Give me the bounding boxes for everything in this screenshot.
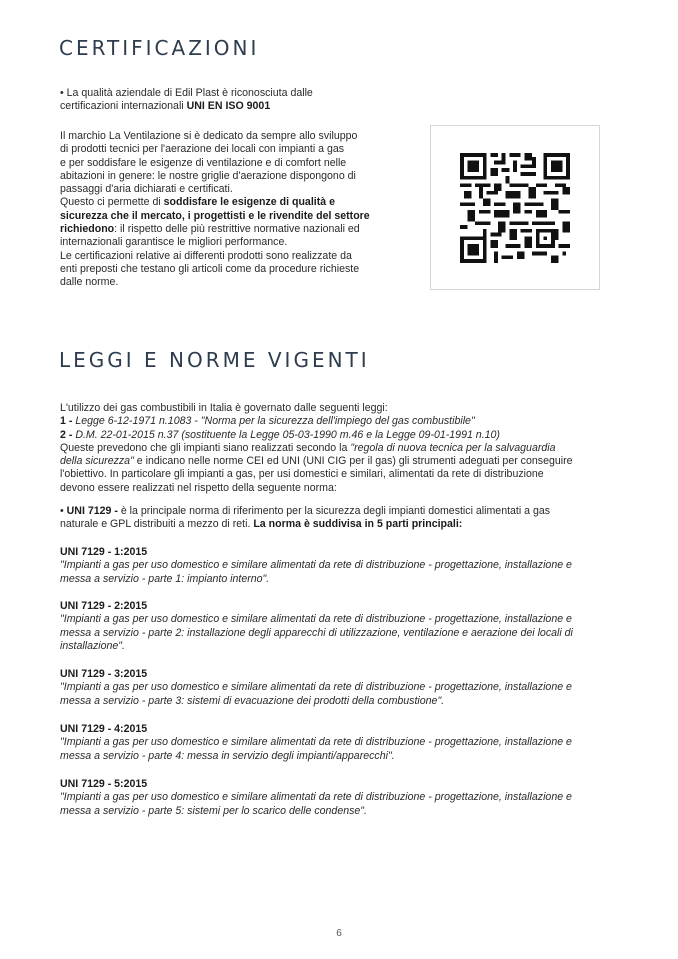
standard-item	[60, 778, 572, 818]
body-line: Il marchio La Ventilazione si è dedicato da sempre allo sviluppo	[60, 130, 358, 142]
standard-code: UNI 7129 - 1:2015	[60, 546, 148, 558]
body-text: è la principale norma di riferimento per la sicurezza degli impianti domestici alimentati a gas	[117, 505, 551, 517]
body-italic: della sicurezza"	[60, 455, 134, 468]
body-line: di prodotti tecnici per l'aerazione dei locali con impianti a gas	[60, 143, 345, 156]
body-line: devono essere realizzati nel rispetto della seguente norma:	[60, 481, 337, 494]
body-text: Queste prevedono che gli impianti siano realizzati secondo la	[60, 441, 351, 454]
body-line: passaggi d'aria dichiarati e certificati.	[60, 183, 233, 196]
uni-7129-intro	[60, 505, 550, 532]
body-line: enti preposti che testano gli articoli come da procedure richieste	[60, 262, 360, 275]
brand-description	[60, 130, 370, 290]
standard-desc: messa a servizio - parte 4: messa in servizio degli impianti/apparecchi".	[60, 749, 395, 762]
body-text: : il rispetto delle più restrittive normative nazionali ed	[114, 223, 360, 236]
body-line: dalle norme.	[60, 276, 119, 289]
qr-code-icon[interactable]	[460, 153, 570, 263]
standard-desc: "Impianti a gas per uso domestico e similare alimentati da rete di distribuzione - progettazione, installazione e	[60, 791, 572, 804]
standard-desc: "Impianti a gas per uso domestico e similare alimentati da rete di distribuzione - progettazione, installazione e	[60, 559, 572, 572]
body-line: internazionali garantisce le migliori performance.	[60, 236, 288, 249]
standard-desc: messa a servizio - parte 1: impianto interno".	[60, 572, 270, 585]
body-line: abitazioni in genere: le nostre griglie d'aerazione dispongono di	[60, 169, 356, 182]
standard-desc: installazione".	[60, 639, 126, 652]
body-italic: "regola di nuova tecnica per la salvaguardia	[350, 441, 556, 454]
law-number: 2 -	[60, 428, 73, 441]
standard-desc: "Impianti a gas per uso domestico e similare alimentati da rete di distribuzione - progettazione, installazione e	[60, 736, 572, 749]
law-number: 1 -	[60, 415, 73, 428]
standard-code: UNI 7129 - 5:2015	[60, 778, 148, 790]
law-text: D.M. 22-01-2015 n.37 (sostituente la Legge 05-03-1990 m.46 e la Legge 09-01-1991 n.10)	[72, 428, 500, 441]
standard-desc: "Impianti a gas per uso domestico e similare alimentati da rete di distribuzione - progettazione, installazione e	[60, 681, 572, 694]
certification-intro	[60, 87, 313, 114]
body-line: e per soddisfare le esigenze di ventilazione e di comfort nelle	[60, 156, 347, 169]
standard-item	[60, 723, 572, 763]
standard-code: UNI 7129 - 4:2015	[60, 723, 148, 735]
body-line: l'obiettivo. In particolare gli impianti a gas, per usi domestici e similari, alimentati da rete di distribuzione	[60, 468, 544, 481]
standard-desc: messa a servizio - parte 3: sistemi di evacuazione dei prodotti della combustione".	[60, 694, 445, 707]
body-bold: La norma è suddivisa in 5 parti principali:	[253, 518, 463, 531]
standard-code: UNI 7129 - 3:2015	[60, 668, 148, 680]
body-text: e indicano nelle norme CEI ed UNI (UNI CIG per il gas) gli strumenti adeguati per conseguire	[133, 455, 573, 468]
page-number: 6	[336, 928, 342, 939]
body-bold: richiedono	[60, 223, 115, 236]
body-line: L'utilizzo dei gas combustibili in Italia è governato dalle seguenti leggi:	[60, 402, 388, 414]
body-text: Questo ci permette di	[60, 196, 164, 209]
intro-text: La qualità aziendale di Edil Plast è riconosciuta dalle	[63, 87, 313, 99]
standard-code: UNI 7129 - 2:2015	[60, 600, 148, 612]
body-bold: soddisfare le esigenze di qualità e	[163, 196, 335, 209]
standard-name: UNI 7129 -	[66, 505, 118, 517]
intro-text: certificazioni internazionali	[60, 100, 187, 113]
body-bold: sicurezza che il mercato, i progettisti e le rivendite del settore	[60, 209, 370, 222]
law-text: Legge 6-12-1971 n.1083 - "Norma per la sicurezza dell'impiego del gas combustibile"	[72, 415, 475, 428]
bullet: •	[60, 87, 64, 99]
law-item	[60, 415, 573, 428]
bullet: •	[60, 505, 67, 517]
section-title-leggi: LEGGI E NORME VIGENTI	[59, 348, 370, 372]
body-line: Le certificazioni relative ai differenti prodotti sono realizzate da	[60, 249, 352, 262]
laws-intro	[60, 402, 573, 495]
body-text: naturale e GPL distribuiti a mezzo di reti.	[60, 518, 254, 531]
standard-item	[60, 600, 573, 653]
standard-item	[60, 668, 572, 708]
qr-code-frame[interactable]	[430, 125, 600, 290]
iso-certification: UNI EN ISO 9001	[186, 100, 271, 113]
standard-desc: messa a servizio - parte 5: sistemi per lo scarico delle condense".	[60, 804, 367, 817]
standard-desc: messa a servizio - parte 2: installazione degli apparecchi di utilizzazione, ventilazione e aerazione dei locali di	[60, 626, 573, 639]
law-item	[60, 429, 573, 442]
standard-desc: "Impianti a gas per uso domestico e similare alimentati da rete di distribuzione - progettazione, installazione e	[60, 613, 572, 626]
standard-item	[60, 546, 572, 586]
section-title-certificazioni: CERTIFICAZIONI	[59, 36, 260, 60]
